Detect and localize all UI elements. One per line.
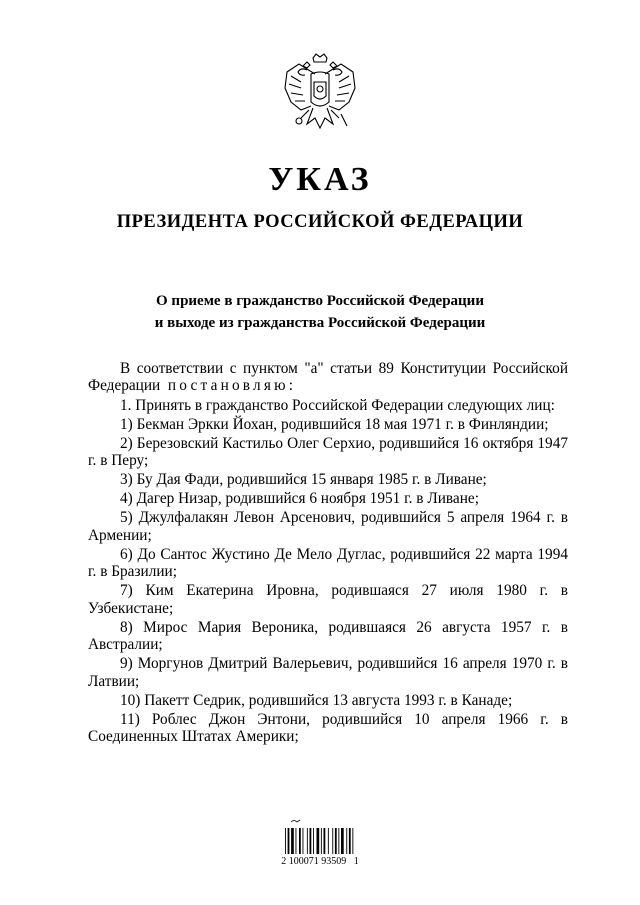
preamble xyxy=(88,360,568,395)
document-type-title: УКАЗ xyxy=(268,161,372,198)
list-item: 2) Березовский Кастильо Олег Серхио, родившийся 16 октября 1947 г. в Перу; xyxy=(88,434,568,470)
list-item: 9) Моргунов Дмитрий Валерьевич, родившийся 16 апреля 1970 г. в Латвии; xyxy=(88,655,568,690)
list-item: 5) Джулфалакян Левон Арсенович, родившийся 5 апреля 1964 г. в Армении; xyxy=(88,509,568,544)
list-item: 3) Бу Дая Фади, родившийся 15 января 1985 г. в Ливане; xyxy=(120,471,487,489)
list-item: 11) Роблес Джон Энтони, родившийся 10 апреля 1966 г. в Соединенных Штатах Америки; xyxy=(88,710,568,746)
list-item: 4) Дагер Низар, родившийся 6 ноября 1951 г. в Ливане; xyxy=(120,490,479,508)
coat-of-arms-icon xyxy=(281,52,359,140)
decree-body xyxy=(88,360,568,747)
list-item: 10) Пакетт Седрик, родившийся 13 августа 1993 г. в Канаде; xyxy=(120,691,513,709)
clause-1: 1. Принять в гражданство Российской Федерации следующих лиц: xyxy=(120,396,555,414)
list-item: 6) До Сантос Жустино Де Мело Дуглас, родившийся 22 марта 1994 г. в Бразилии; xyxy=(88,545,568,581)
decree-subject xyxy=(0,290,640,334)
list-item: 7) Ким Екатерина Ировна, родившаяся 27 июля 1980 г. в Узбекистане; xyxy=(88,582,568,617)
list-item: 1) Бекман Эркки Йохан, родившийся 18 мая 1971 г. в Финляндии; xyxy=(120,415,549,433)
subject-line-2: и выходе из гражданства Российской Федерации xyxy=(154,315,486,331)
subject-line-1: О приеме в гражданство Российской Федерации xyxy=(156,293,484,309)
barcode-number: 2 100071 93509 1 xyxy=(281,856,359,867)
preamble-text: В соответствии с пунктом "а" статьи 89 Конституции Российской Федерации xyxy=(88,360,568,395)
issuer-title: ПРЕЗИДЕНТА РОССИЙСКОЙ ФЕДЕРАЦИИ xyxy=(116,212,524,232)
list-item: 8) Мирос Мария Вероника, родившаяся 26 августа 1957 г. в Австралии; xyxy=(88,618,568,654)
decree-word: постановляю: xyxy=(167,377,297,395)
